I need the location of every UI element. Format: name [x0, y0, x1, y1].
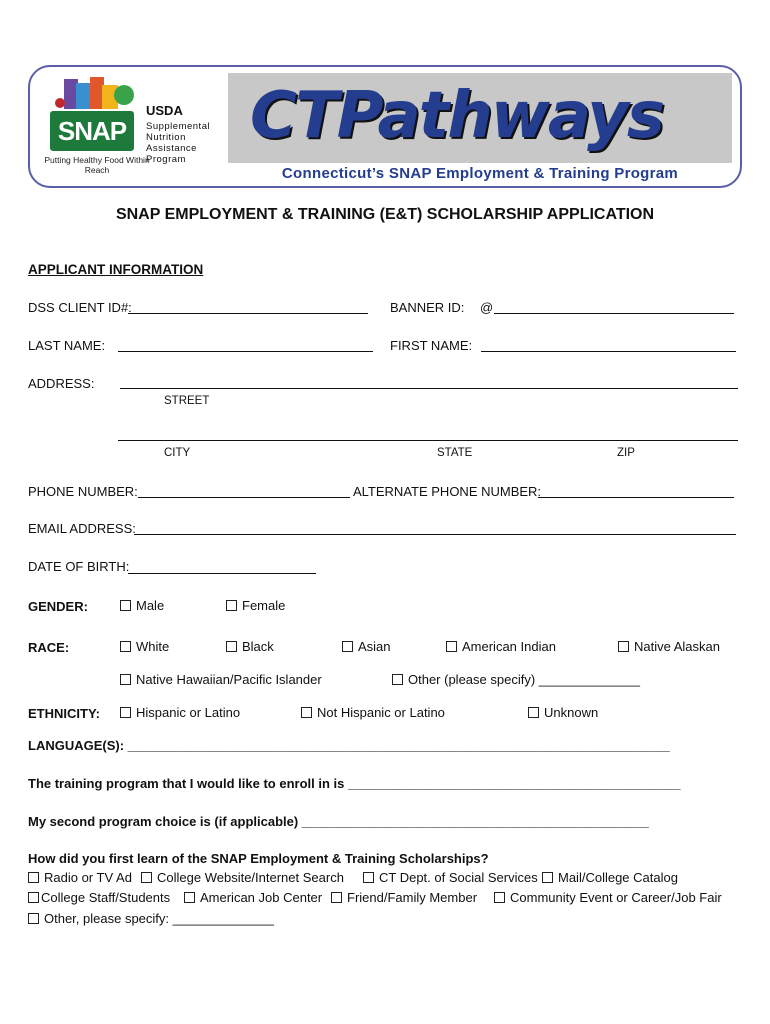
checkbox[interactable] [226, 600, 237, 611]
how-friend-family-option[interactable] [331, 890, 477, 905]
how-community-event-option[interactable] [494, 890, 722, 905]
race-native-alaskan-option[interactable] [618, 639, 720, 654]
race-asian-option[interactable] [342, 639, 391, 654]
email-label: EMAIL ADDRESS: [28, 521, 136, 536]
dob-field[interactable] [128, 573, 316, 574]
checkbox[interactable] [28, 913, 39, 924]
street-field[interactable] [120, 388, 738, 389]
option-label: Community Event or Career/Job Fair [510, 890, 722, 905]
ethnicity-label [28, 706, 100, 721]
banner-at-sign: @ [480, 300, 494, 315]
checkbox[interactable] [494, 892, 505, 903]
checkbox[interactable] [226, 641, 237, 652]
checkbox[interactable] [120, 600, 131, 611]
checkbox[interactable] [120, 707, 131, 718]
dss-client-label: DSS CLIENT ID#: [28, 300, 132, 315]
how-learned-question: How did you first learn of the SNAP Employment & Training Scholarships? [28, 851, 489, 866]
zip-caption: ZIP [617, 447, 635, 459]
option-label: Black [242, 639, 274, 654]
dss-client-field[interactable] [128, 313, 368, 314]
gender-male-option[interactable] [120, 598, 164, 613]
race-american-indian-option[interactable] [446, 639, 556, 654]
option-label: Male [136, 598, 165, 613]
language-field[interactable]: LANGUAGE(S): ___________________________________________________________________________ [28, 738, 670, 753]
checkbox[interactable] [618, 641, 629, 652]
option-label: CT Dept. of Social Services [379, 870, 538, 885]
program-words [146, 121, 210, 165]
option-label: American Indian [462, 639, 556, 654]
checkbox[interactable] [542, 872, 553, 883]
how-college-website-option[interactable] [141, 870, 344, 885]
snap-logo [36, 71, 236, 183]
alt-phone-field[interactable] [538, 497, 734, 498]
first-name-label: FIRST NAME: [390, 338, 473, 353]
option-label: Hispanic or Latino [136, 705, 241, 720]
option-label: Unknown [544, 705, 599, 720]
checkbox[interactable] [120, 674, 131, 685]
ctpathways-title: CTPathways [250, 79, 663, 153]
option-label: College Staff/Students [41, 890, 171, 905]
alt-phone-label: ALTERNATE PHONE NUMBER: [353, 484, 542, 499]
program-word: Program [146, 154, 186, 165]
banner-id-field[interactable] [494, 313, 734, 314]
snap-wordmark: SNAP [50, 111, 134, 151]
banner-id-label: BANNER ID: [390, 300, 465, 315]
checkbox[interactable] [331, 892, 342, 903]
checkbox[interactable] [528, 707, 539, 718]
checkbox[interactable] [184, 892, 195, 903]
how-radio-tv-option[interactable] [28, 870, 132, 885]
checkbox[interactable] [120, 641, 131, 652]
snap-tagline: Putting Healthy Food Within Reach [44, 155, 150, 175]
checkbox[interactable] [392, 674, 403, 685]
option-label: Friend/Family Member [347, 890, 478, 905]
checkbox[interactable] [301, 707, 312, 718]
gender-label: GENDER: [28, 599, 88, 614]
option-label: Radio or TV Ad [44, 870, 132, 885]
address-label: ADDRESS: [28, 376, 95, 391]
phone-field[interactable] [138, 497, 350, 498]
race-other-option[interactable] [392, 672, 640, 687]
city-caption: CITY [164, 447, 191, 459]
program-choice-1[interactable]: The training program that I would like to enroll in is ______________________________________________ [28, 776, 681, 791]
race-black-option[interactable] [226, 639, 274, 654]
option-label: White [136, 639, 170, 654]
first-name-field[interactable] [481, 351, 736, 352]
street-caption: STREET [164, 395, 210, 407]
how-job-center-option[interactable] [184, 890, 322, 905]
option-label: American Job Center [200, 890, 323, 905]
option-label: Other, please specify: ______________ [44, 911, 274, 926]
program-word: Supplemental [146, 121, 211, 132]
last-name-label: LAST NAME: [28, 338, 106, 353]
checkbox[interactable] [363, 872, 374, 883]
form-title: SNAP EMPLOYMENT & TRAINING (E&T) SCHOLARSHIP APPLICATION [115, 206, 655, 223]
grocery-bag-icon [46, 73, 146, 113]
how-ct-dss-option[interactable] [363, 870, 538, 885]
ethnicity-not-hispanic-option[interactable] [301, 705, 445, 720]
email-field[interactable] [134, 534, 736, 535]
option-label: Other (please specify) ______________ [408, 672, 640, 687]
dob-label: DATE OF BIRTH: [28, 559, 130, 574]
program-word: Nutrition [146, 132, 186, 143]
how-college-staff-option[interactable] [28, 890, 170, 905]
checkbox[interactable] [28, 872, 39, 883]
race-pacific-islander-option[interactable] [120, 672, 322, 687]
state-caption: STATE [437, 447, 473, 459]
checkbox[interactable] [446, 641, 457, 652]
usda-label: USDA [146, 103, 183, 118]
section-heading: APPLICANT INFORMATION [28, 262, 204, 277]
gender-female-option[interactable] [226, 598, 285, 613]
city-state-zip-field[interactable] [118, 440, 738, 441]
program-choice-2[interactable]: My second program choice is (if applicable) ________________________________________________ [28, 814, 649, 829]
race-label: RACE: [28, 640, 70, 655]
header-banner [28, 65, 742, 188]
ctpathways-subtitle: Connecticut’s SNAP Employment & Training Program [281, 165, 679, 182]
how-mail-catalog-option[interactable] [542, 870, 678, 885]
how-other-option[interactable] [28, 911, 274, 926]
option-label: Female [242, 598, 286, 613]
program-word: Assistance [146, 143, 197, 154]
ctpathways-logo [228, 73, 732, 183]
checkbox[interactable] [28, 892, 39, 903]
option-label: Not Hispanic or Latino [317, 705, 445, 720]
phone-label: PHONE NUMBER: [28, 484, 138, 499]
checkbox[interactable] [141, 872, 152, 883]
option-label: Native Hawaiian/Pacific Islander [136, 672, 322, 687]
option-label: Native Alaskan [634, 639, 720, 654]
ethnicity-hispanic-option[interactable] [120, 705, 240, 720]
ethnicity-unknown-option[interactable] [528, 705, 598, 720]
option-label: Mail/College Catalog [558, 870, 678, 885]
checkbox[interactable] [342, 641, 353, 652]
option-label: Asian [358, 639, 391, 654]
option-label: College Website/Internet Search [157, 870, 344, 885]
race-white-option[interactable] [120, 639, 169, 654]
last-name-field[interactable] [118, 351, 373, 352]
ethnicity-label-text: ETHNICITY: [28, 706, 100, 721]
